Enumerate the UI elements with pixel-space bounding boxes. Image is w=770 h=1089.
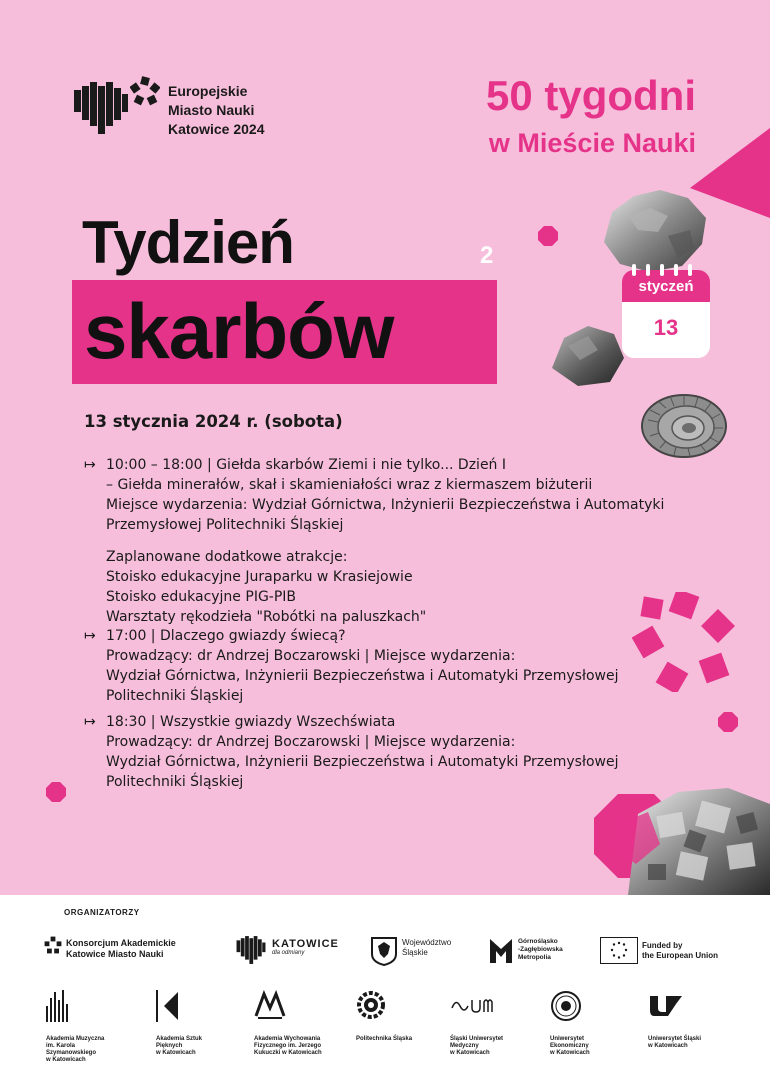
event-line: Prowadzący: dr Andrzej Boczarowski | Miejsce wydarzenia:	[106, 648, 516, 664]
event-item	[84, 712, 618, 792]
calendar-ring	[688, 264, 692, 276]
logo-line: Katowice 2024	[168, 121, 265, 137]
org-awf: Akademia Wychowania Fizycznego im. Jerzego Kukuczki w Katowicach	[254, 1036, 322, 1056]
event-line: Wydział Górnictwa, Inżynierii Bezpieczeństwa i Automatyki Przemysłowej	[106, 754, 619, 770]
calendar-ring	[674, 264, 678, 276]
heart-grid-icon	[74, 80, 128, 136]
event-line: Miejsce wydarzenia: Wydział Górnictwa, Inżynierii Bezpieczeństwa i Automatyki	[106, 497, 665, 513]
ammonite-fossil-image	[638, 390, 730, 460]
org-ue: Uniwersytet Ekonomiczny w Katowicach	[550, 1036, 590, 1056]
calendar-ring	[660, 264, 664, 276]
heart-grid-icon	[236, 935, 266, 965]
calendar-ring	[632, 264, 636, 276]
arrow-right-icon: ↦	[84, 628, 96, 644]
eagle-crest-icon	[370, 936, 398, 966]
org-asp: Akademia Sztuk Pięknych w Katowicach	[156, 1036, 203, 1056]
star-flower-icon	[130, 76, 160, 106]
event-item	[84, 626, 618, 706]
org-sum: Śląski Uniwersytet Medyczny w Katowicach	[450, 1036, 504, 1056]
logo-line: Miasto Nauki	[168, 102, 255, 118]
asp-triangle-icon	[156, 990, 180, 1022]
us-logo-icon	[648, 994, 684, 1018]
headline-line2: w Mieście Nauki	[488, 128, 696, 158]
org-konsorcjum: Konsorcjum Akademickie Katowice Miasto Nauki	[66, 938, 176, 959]
eu-flag-icon	[600, 937, 638, 964]
metropolia-icon	[488, 935, 514, 965]
org-politechnika: Politechnika Śląska	[356, 1036, 413, 1042]
org-akademia-muzyczna: Akademia Muzyczna im. Karola Szymanowskiego w Katowicach	[46, 1036, 105, 1063]
org-wojewodztwo: Województwo Śląskie	[402, 938, 452, 957]
event-line: – Giełda minerałów, skał i skamieniałości wraz z kiermaszem biżuterii	[106, 477, 593, 493]
headline-line1: 50 tygodni	[485, 72, 696, 119]
logo-line: Europejskie	[168, 83, 248, 99]
calendar-day: 13	[622, 302, 710, 358]
event-line: Prowadzący: dr Andrzej Boczarowski | Miejsce wydarzenia:	[106, 734, 516, 750]
star-flower-icon	[44, 936, 62, 954]
calendar-ring	[646, 264, 650, 276]
event-extra-line: Zaplanowane dodatkowe atrakcje:	[106, 549, 348, 565]
event-item	[84, 455, 664, 627]
arrow-right-icon: ↦	[84, 457, 96, 473]
seal-icon	[550, 990, 582, 1022]
event-heading: 17:00 | Dlaczego gwiazdy świecą?	[106, 628, 346, 644]
sum-wave-icon	[450, 996, 494, 1014]
event-date: 13 stycznia 2024 r. (sobota)	[84, 412, 343, 431]
event-line: Politechniki Śląskiej	[106, 774, 244, 790]
calendar-card	[622, 270, 710, 358]
rock-image	[598, 186, 710, 274]
calendar-month: styczeń	[622, 270, 710, 302]
event-line: Wydział Górnictwa, Inżynierii Bezpieczeństwa i Automatyki Przemysłowej	[106, 668, 619, 684]
org-katowice-sub: dla odmiany	[272, 950, 305, 956]
organizers-label: ORGANIZATORZY	[64, 908, 140, 917]
event-heading: 18:30 | Wszystkie gwiazdy Wszechświata	[106, 714, 396, 730]
music-bars-icon	[46, 990, 68, 1022]
event-extra-line: Stoisko edukacyjne Juraparku w Krasiejowie	[106, 569, 413, 585]
logo-text	[168, 82, 265, 139]
arrow-right-icon: ↦	[84, 714, 96, 730]
org-metropolia: Górnośląsko -Zagłębiowska Metropolia	[518, 938, 563, 961]
title-line1: Tydzień	[82, 209, 294, 276]
awf-icon	[254, 990, 286, 1020]
pyrite-crystal-image	[588, 784, 770, 895]
title-superscript: 2	[480, 242, 494, 269]
rock-image	[548, 324, 626, 388]
event-line: Przemysłowej Politechniki Śląskiej	[106, 517, 344, 533]
headline	[486, 72, 696, 162]
event-extra-line: Stoisko edukacyjne PIG-PIB	[106, 589, 297, 605]
event-heading: 10:00 – 18:00 | Giełda skarbów Ziemi i nie tylko... Dzień I	[106, 457, 507, 473]
org-katowice	[272, 938, 339, 956]
event-line: Politechniki Śląskiej	[106, 688, 244, 704]
org-us: Uniwersytet Śląski w Katowicach	[648, 1036, 702, 1049]
org-eu: Funded by the European Union	[642, 941, 718, 960]
gear-crest-icon	[356, 990, 386, 1020]
title-line2: skarbów	[84, 287, 394, 375]
pink-dot-shape	[46, 782, 66, 802]
pink-dot-shape	[538, 226, 558, 246]
event-extra-line: Warsztaty rękodzieła "Robótki na paluszkach"	[106, 609, 427, 625]
pink-dot-shape	[718, 712, 738, 732]
org-katowice-name: KATOWICE	[272, 938, 339, 950]
